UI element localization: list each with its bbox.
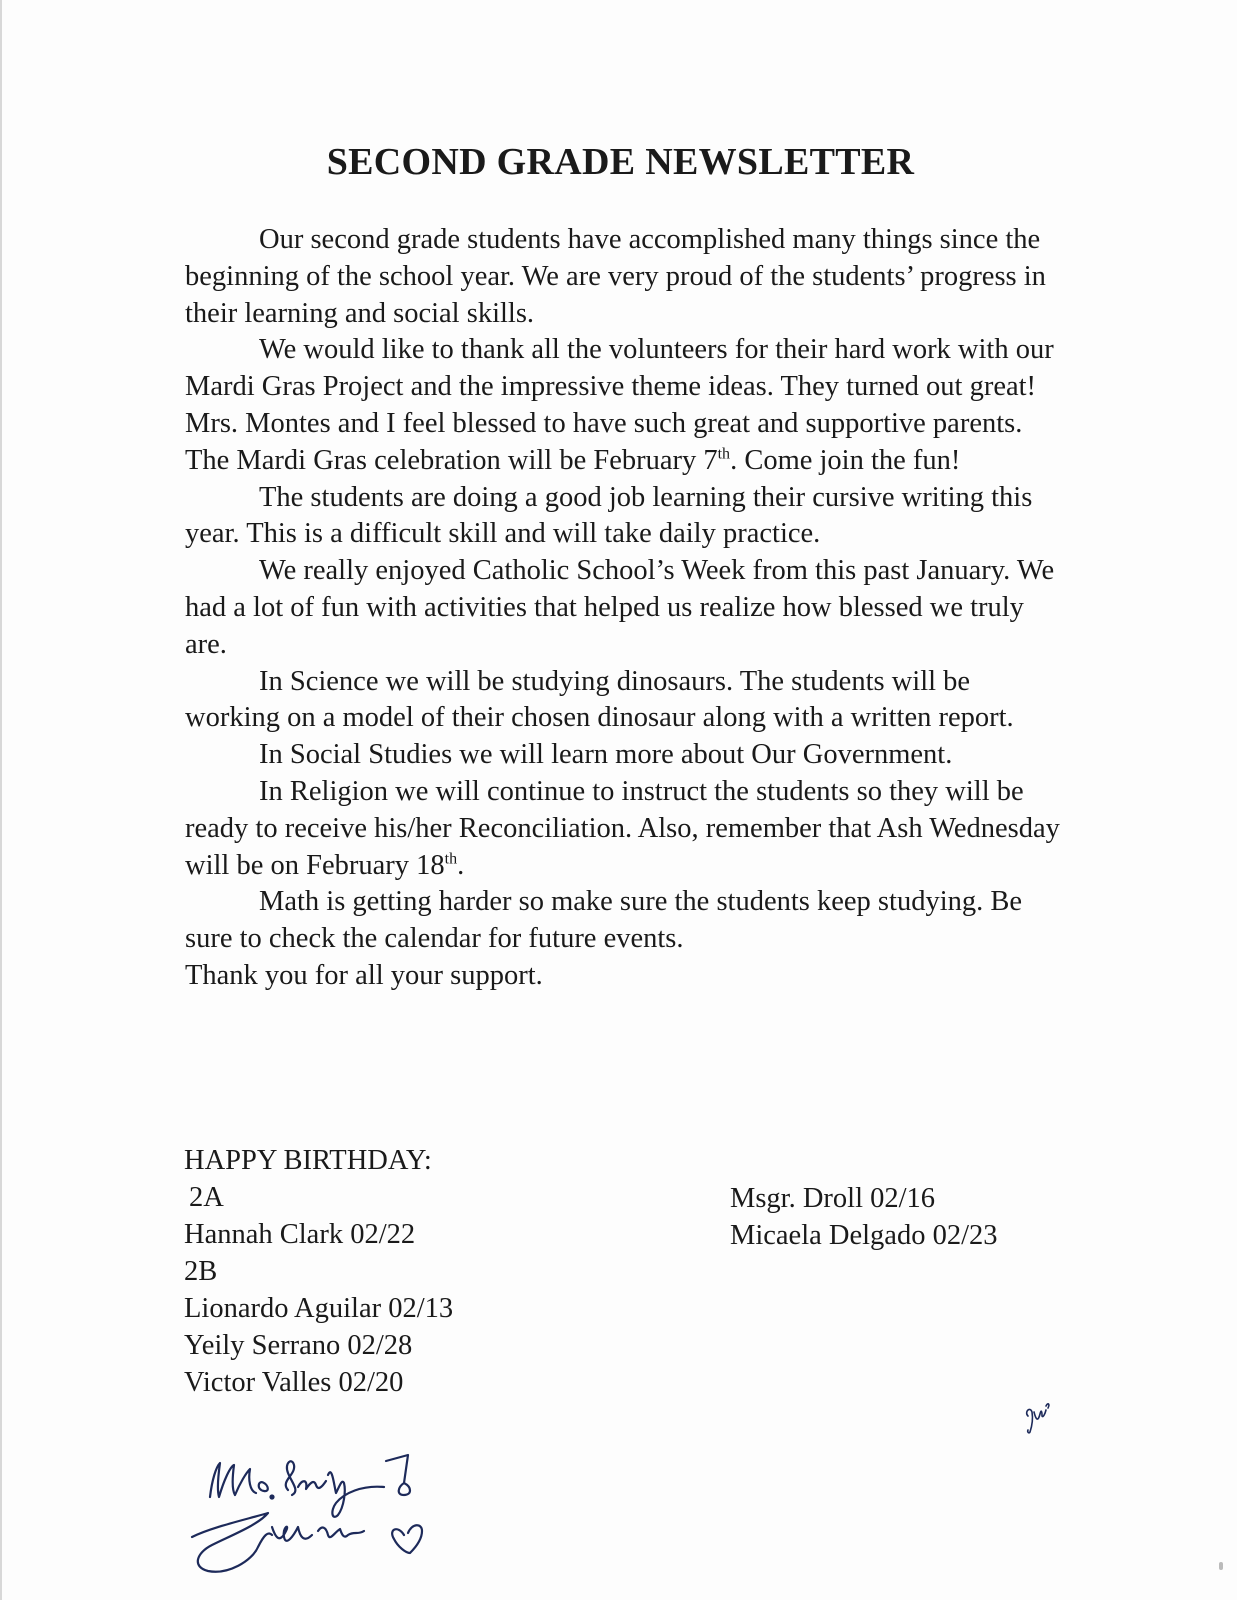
newsletter-body — [185, 222, 1065, 995]
paragraph-social-studies: In Social Studies we will learn more about Our Government. — [259, 739, 953, 771]
newsletter-title: SECOND GRADE NEWSLETTER — [326, 141, 915, 183]
paragraph-mardi-gras: We would like to thank all the volunteers for their hard work with our Mardi Gras Project and the impressive theme ideas. They turned out great! Mrs. Montes and I feel blessed to have such great and supportive parents. The Mardi Gras celebration will be February 7th. Come join the fun! — [185, 334, 1054, 476]
closing-line: Thank you for all your support. — [185, 959, 543, 991]
initials-mark — [1020, 1398, 1056, 1438]
paragraph-science: In Science we will be studying dinosaurs. The students will be working on a model of their chosen dinosaur along with a written report. — [185, 665, 1014, 734]
list-item: Yeily Serrano 02/28 — [184, 1330, 413, 1361]
list-item: Micaela Delgado 02/23 — [730, 1220, 998, 1251]
birthday-heading: HAPPY BIRTHDAY: — [184, 1145, 432, 1176]
birthday-list-others — [730, 1180, 1150, 1254]
paragraph-cursive: The students are doing a good job learning their cursive writing this year. This is a difficult skill and will take daily practice. — [185, 481, 1033, 550]
class-label-2b: 2B — [184, 1256, 218, 1287]
list-item: Hannah Clark 02/22 — [184, 1219, 416, 1250]
scan-speck — [1219, 1562, 1223, 1570]
list-item: Victor Valles 02/20 — [184, 1367, 404, 1398]
handwritten-signature — [172, 1435, 442, 1585]
paragraph-catholic-schools-week: We really enjoyed Catholic School’s Week from this past January. We had a lot of fun with activities that helped us realize how blessed we truly are. — [185, 555, 1055, 660]
list-item: Lionardo Aguilar 02/13 — [184, 1293, 454, 1324]
birthday-list — [184, 1142, 604, 1401]
class-label-2a: 2A — [189, 1182, 224, 1213]
paragraph-religion: In Religion we will continue to instruct the students so they will be ready to receive his/her Reconciliation. Also, remember that Ash Wednesday will be on February 18th. — [185, 775, 1060, 881]
paragraph-intro: Our second grade students have accomplished many things since the beginning of the school year. We are very proud of the students’ progress in their learning and social skills. — [185, 224, 1046, 329]
paragraph-math: Math is getting harder so make sure the students keep studying. Be sure to check the calendar for future events. — [185, 886, 1023, 955]
list-item: Msgr. Droll 02/16 — [730, 1183, 936, 1214]
